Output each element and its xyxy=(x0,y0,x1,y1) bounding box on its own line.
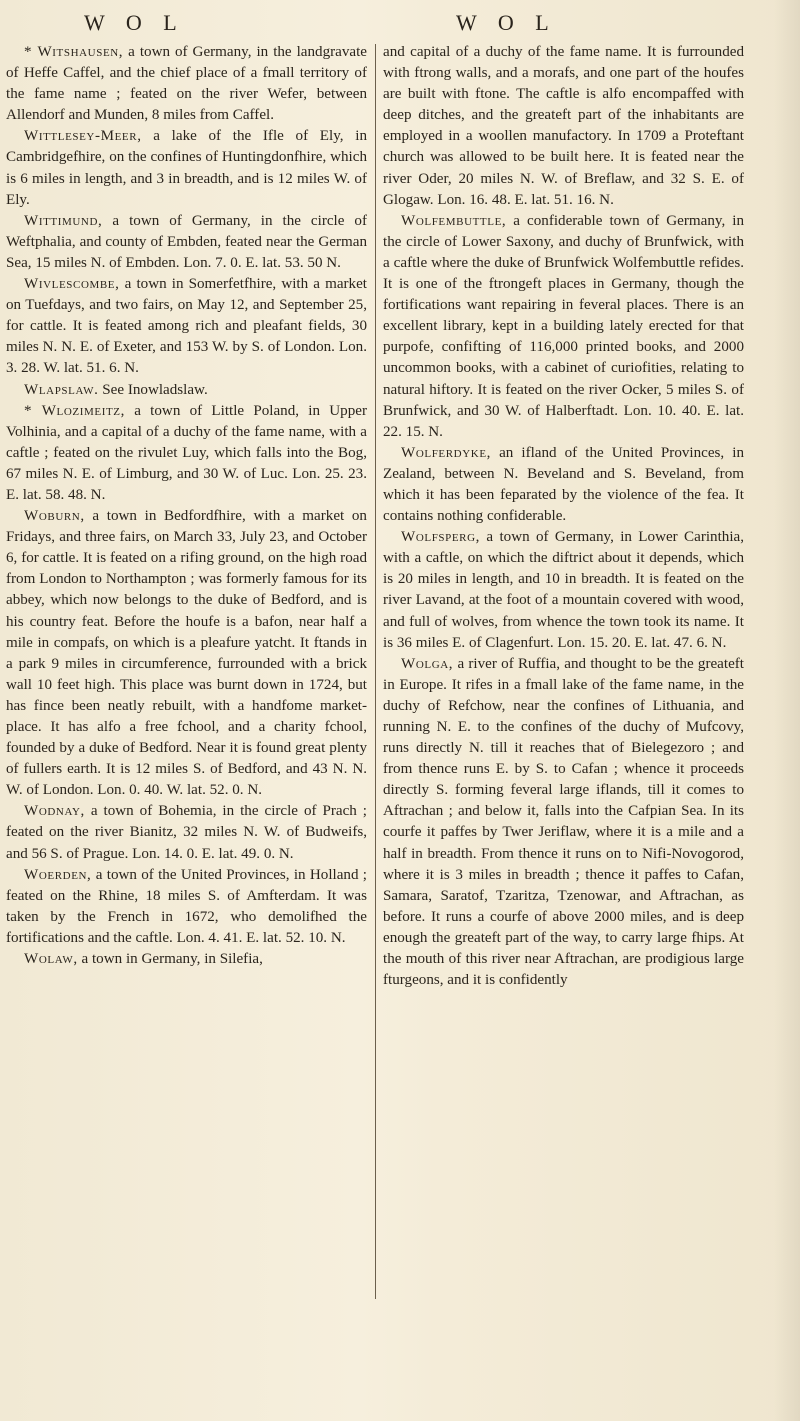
running-head-left: W O L xyxy=(84,10,185,35)
entry xyxy=(6,865,367,949)
entry-headword: Wolaw, xyxy=(24,951,78,968)
entry-text: a town of the United Provinces, in Holland ; feated on the Rhine, 18 miles S. of Amfterdam. It was taken by the French in 1672, who demolifhed the fortifications and the caftle. Lon. 4. 41. E. lat. 52. 10. N. xyxy=(6,866,367,946)
entry xyxy=(6,211,367,274)
entry-text: a town of Little Poland, in Upper Volhinia, and a capital of a duchy of the fame name, with a caftle ; feated on the rivulet Luy, which falls into the Bog, 67 miles N. E. of Limburg, and 30 W. of Luc. Lon. 25. 23. E. lat. 58. 48. N. xyxy=(6,402,367,503)
entry-text: a confiderable town of Germany, in the circle of Lower Saxony, and duchy of Brunfwick, with a caftle where the duke of Brunfwick Wolfembuttle refides. It is one of the ftrongeft places in Germany, though the fortifications want repairing in feveral places. There is an excellent library, kept in a building lately erected for that purpofe, confifting of 116,000 printed books, and 2000 uncommon books, with a cabinet of curiofities, relating to natural hiftory. It is feated on the river Ocker, 5 miles S. of Brunfwick, and 30 W. of Halberftadt. Lon. 10. 40. E. lat. 22. 15. N. xyxy=(383,212,744,440)
entry-headword: Wittlesey-Meer, xyxy=(24,128,142,145)
entry-headword: * Witshausen, xyxy=(24,44,124,60)
entry-text: a river of Ruffia, and thought to be the greateft in Europe. It rifes in a fmall lake of the fame name, in the duchy of Refchow, near the confines of Lithuania, and running N. E. to the confines of the duchy of Mufcovy, runs directly N. till it reaches that of Bielegezoro ; and from thence runs E. by S. to Cafan ; whence it proceeds directly S. forming feveral large iflands, till it comes to Aftrachan ; and below it, falls into the Cafpian Sea. In its courfe it paffes by Twer Jeriflaw, where it is a mile and a half in breadth. From thence it runs on to Nifi-Novogorod, where it is 3 miles in breadth ; thence it paffes to Cafan, Samara, Saratof, Tzaritza, Tzenowar, and Aftrachan, as before. It runs a courfe of above 2000 miles, and is deep enough the greateft part of the way, to carry large fhips. At the mouth of this river near Aftrachan, are prodigious large fturgeons, and it is confidently xyxy=(383,655,744,989)
entry xyxy=(383,527,744,654)
entry-headword: Wodnay, xyxy=(24,803,85,820)
entry xyxy=(6,949,367,970)
column-divider xyxy=(375,44,376,1299)
entry xyxy=(383,211,744,443)
entry xyxy=(6,380,367,401)
entry-text: and capital of a duchy of the fame name. It is furrounded with ftrong walls, and a morafs, and one part of the houfes are built with ftone. The caftle is alfo encompaffed with deep ditches, and the greateft part of the inhabitants are employed in a woollen manufactory. In 1709 a Proteftant church was allowed to be built here. It is feated near the river Oder, 20 miles N. W. of Breflaw, and 32 S. E. of Glogaw. Lon. 16. 48. E. lat. 51. 16. N. xyxy=(383,44,744,208)
entry-headword: Wivlescombe, xyxy=(24,276,120,293)
entry-text: a town of Germany, in the landgravate of Heffe Caffel, and the chief place of a fmall territory of the fame name ; feated on the river Wefer, between Allendorf and Munden, 8 miles from Caffel. xyxy=(6,44,367,124)
entry-headword: Wolfsperg, xyxy=(401,529,481,546)
entry xyxy=(6,801,367,864)
entry-text: a town in Somerfetfhire, with a market on Tuefdays, and two fairs, on May 12, and September 25, for cattle. It is feated among rich and pleafant fields, 30 miles N. N. E. of Exeter, and 153 W. by S. of London. Lon. 3. 28. W. lat. 51. 6. N. xyxy=(6,276,367,377)
entry xyxy=(383,654,744,992)
left-column xyxy=(6,42,367,1362)
entry-text: See Inowladslaw. xyxy=(102,381,208,398)
entry-text: a town in Bedfordfhire, with a market on Fridays, and three fairs, on March 33, July 23, and October 6, for cattle. It is feated on a rifing ground, on the high road from London to Northampton ; was formerly famous for its abbey, which now belongs to the duke of Bedford, and is his country feat. Before the houfe is a bafon, near half a mile in compafs, on which is a pleafure yatcht. It ftands in a park 9 miles in circumference, furrounded with a brick wall 10 feet high. This place was burnt down in 1724, but has fince been neatly rebuilt, with a handfome market-place. It has alfo a free fchool, and a charity fchool, founded by a duke of Bedford. Near it is found great plenty of fullers earth. It is 12 miles S. of Bedford, and 43 N. N. W. of London. Lon. 0. 40. W. lat. 52. 0. N. xyxy=(6,508,367,799)
entry-headword: Wolga, xyxy=(401,655,454,672)
entry-headword: Wittimund, xyxy=(24,212,103,229)
entry-headword: * Wlozimeitz, xyxy=(24,402,125,419)
running-head-right: W O L xyxy=(456,10,557,35)
entry xyxy=(6,274,367,379)
entry-headword: Wolferdyke, xyxy=(401,444,492,461)
entry xyxy=(383,443,744,527)
entry-headword: Wolfembuttle, xyxy=(401,212,507,229)
entry xyxy=(6,126,367,210)
page-edge-shadow xyxy=(774,0,800,1421)
entry-text: a town of Bohemia, in the circle of Prach ; feated on the river Bianitz, 32 miles N. W. of Budweifs, and 56 S. of Prague. Lon. 14. 0. E. lat. 49. 0. N. xyxy=(6,803,367,862)
right-column xyxy=(383,42,744,1362)
entry-text: a town of Germany, in the circle of Weftphalia, and county of Embden, feated near the German Sea, 15 miles N. of Embden. Lon. 7. 0. E. lat. 53. 50 N. xyxy=(6,212,367,271)
entry-text: a lake of the Ifle of Ely, in Cambridgefhire, on the confines of Huntingdonfhire, which is 6 miles in length, and 3 in breadth, and is 12 miles W. of Ely. xyxy=(6,128,367,208)
entry xyxy=(6,401,367,506)
entry-headword: Wlapslaw. xyxy=(24,381,99,398)
entry-continuation xyxy=(383,42,744,211)
entry-headword: Woburn, xyxy=(24,508,85,525)
page-header xyxy=(0,10,800,42)
entry-text: an ifland of the United Provinces, in Zealand, between N. Beveland and S. Beveland, from which it has been feparated by the violence of the fea. It contains nothing confiderable. xyxy=(383,444,744,525)
entry-headword: Woerden, xyxy=(24,866,92,883)
entry-text: a town of Germany, in Lower Carinthia, with a caftle, on which the diftrict about it depends, which is 20 miles in length, and 10 in breadth. It is feated on the river Lavand, at the foot of a mountain covered with wood, and full of wolves, from whence the town took its name. It is 36 miles E. of Clagenfurt. Lon. 15. 20. E. lat. 47. 6. N. xyxy=(383,529,744,651)
entry xyxy=(6,42,367,126)
entry xyxy=(6,506,367,801)
entry-text: a town in Germany, in Silefia, xyxy=(81,951,263,968)
